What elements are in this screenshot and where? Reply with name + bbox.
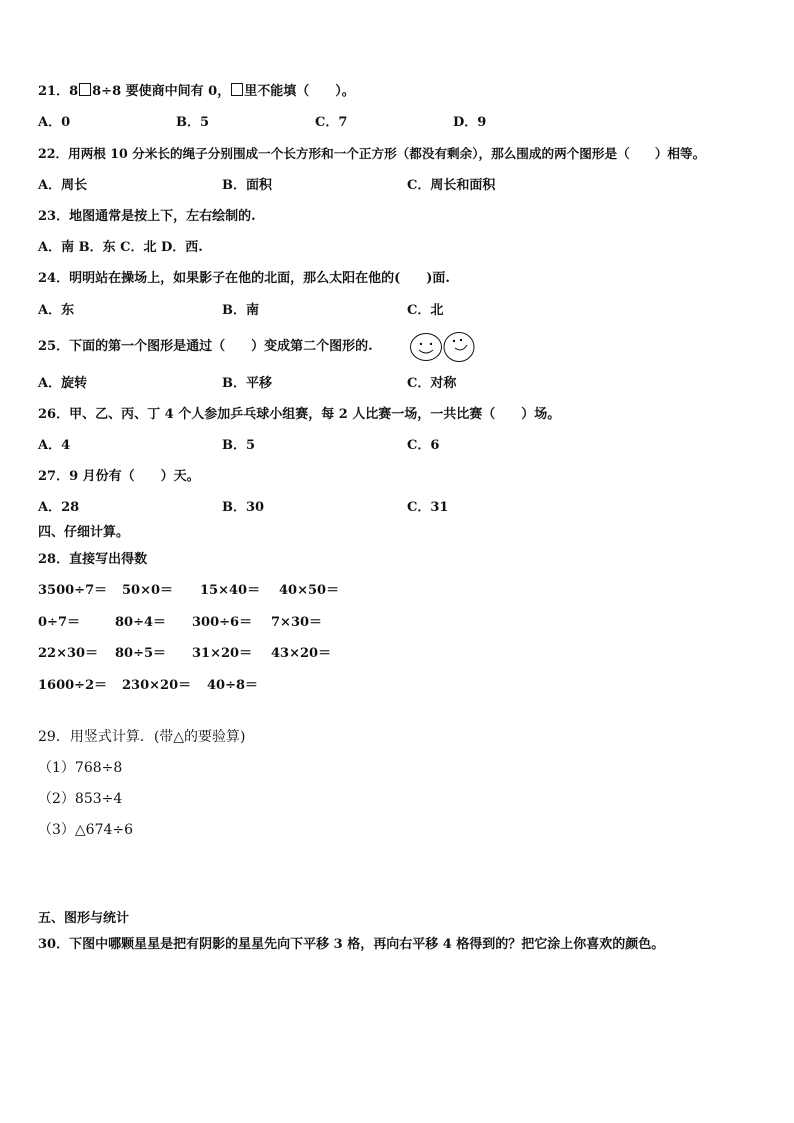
q28-row3-item4: 43×20＝ — [271, 646, 332, 661]
q26-stem: 26．甲、乙、丙、丁 4 个人参加乒乓球小组赛，每 2 人比赛一场，一共比赛（ ）场。 — [38, 407, 561, 422]
q28-row3-item1: 22×30＝ — [38, 646, 99, 661]
q22-option-a[interactable]: A．周长 — [38, 178, 88, 193]
q28-stem: 28．直接写出得数 — [38, 552, 148, 567]
q28-row2-item4: 7×30＝ — [271, 615, 323, 630]
q28-row4-item1: 1600÷2＝ — [38, 678, 108, 693]
q21-option-b[interactable]: B．5 — [176, 115, 210, 130]
q25-stem: 25．下面的第一个图形是通过（ ）变成第二个图形的. — [38, 339, 373, 354]
q28-row4-item3: 40÷8＝ — [207, 678, 259, 693]
q23-stem: 23．地图通常是按上下，左右绘制的. — [38, 209, 256, 224]
q24-option-c[interactable]: C．北 — [407, 303, 444, 318]
q29-stem: 29．用竖式计算．(带△的要验算) — [38, 729, 246, 745]
q26-option-b[interactable]: B．5 — [222, 438, 256, 453]
q21-stem-part-c: 里不能填（ ）。 — [244, 84, 355, 99]
q29-item-1: （1）768÷8 — [38, 760, 123, 776]
q28-row3-item3: 31×20＝ — [192, 646, 253, 661]
q28-row2-item2: 80÷4＝ — [115, 615, 167, 630]
empty-box-icon — [79, 83, 91, 96]
q21-stem — [38, 83, 355, 101]
q27-option-b[interactable]: B．30 — [222, 500, 265, 515]
empty-box-icon — [231, 83, 243, 96]
q28-row1-item2: 50×0＝ — [122, 583, 174, 598]
section4-title: 四、仔细计算。 — [38, 525, 130, 540]
q24-option-a[interactable]: A．东 — [38, 303, 75, 318]
q22-stem: 22．用两根 10 分米长的绳子分别围成一个长方形和一个正方形（都没有剩余），那么围成的两个图形是（ ）相等。 — [38, 146, 706, 161]
q21-stem-part-a: 21．8 — [38, 84, 79, 99]
q22-option-b[interactable]: B．面积 — [222, 178, 272, 193]
q28-row1-item1: 3500÷7＝ — [38, 583, 108, 598]
q28-row1-item4: 40×50＝ — [279, 583, 340, 598]
q28-row3-item2: 80÷5＝ — [115, 646, 167, 661]
q21-option-a[interactable]: A．0 — [38, 115, 71, 130]
q27-option-a[interactable]: A．28 — [38, 500, 80, 515]
q29-item-3: （3）△674÷6 — [38, 822, 134, 838]
q24-option-b[interactable]: B．南 — [222, 303, 259, 318]
q23-options[interactable]: A．南 B．东 C．北 D．西. — [38, 240, 203, 255]
q21-option-d[interactable]: D．9 — [453, 115, 487, 130]
q21-stem-part-b: 8÷8 要使商中间有 0， — [92, 84, 231, 99]
q25-option-c[interactable]: C．对称 — [407, 376, 457, 391]
q29-item-2: （2）853÷4 — [38, 791, 123, 807]
q26-option-a[interactable]: A．4 — [38, 438, 71, 453]
q28-row2-item3: 300÷6＝ — [192, 615, 253, 630]
q26-option-c[interactable]: C．6 — [407, 438, 440, 453]
q27-option-c[interactable]: C．31 — [407, 500, 449, 515]
smiley-face-rotated-icon — [442, 331, 476, 363]
q27-stem: 27．9 月份有（ ）天。 — [38, 469, 200, 484]
q24-stem: 24．明明站在操场上，如果影子在他的北面，那么太阳在他的( )面. — [38, 271, 450, 286]
q28-row2-item1: 0÷7＝ — [38, 615, 80, 630]
q30-stem: 30．下图中哪颗星星是把有阴影的星星先向下平移 3 格，再向右平移 4 格得到的？把它涂上你喜欢的颜色。 — [38, 937, 665, 952]
q21-option-c[interactable]: C．7 — [315, 115, 348, 130]
q25-option-b[interactable]: B．平移 — [222, 376, 272, 391]
section5-title: 五、图形与统计 — [38, 911, 130, 926]
q22-option-c[interactable]: C．周长和面积 — [407, 178, 496, 193]
q28-row4-item2: 230×20＝ — [122, 678, 192, 693]
q28-row1-item3: 15×40＝ — [200, 583, 261, 598]
smiley-face-upright-icon — [409, 332, 443, 362]
q25-option-a[interactable]: A．旋转 — [38, 376, 88, 391]
